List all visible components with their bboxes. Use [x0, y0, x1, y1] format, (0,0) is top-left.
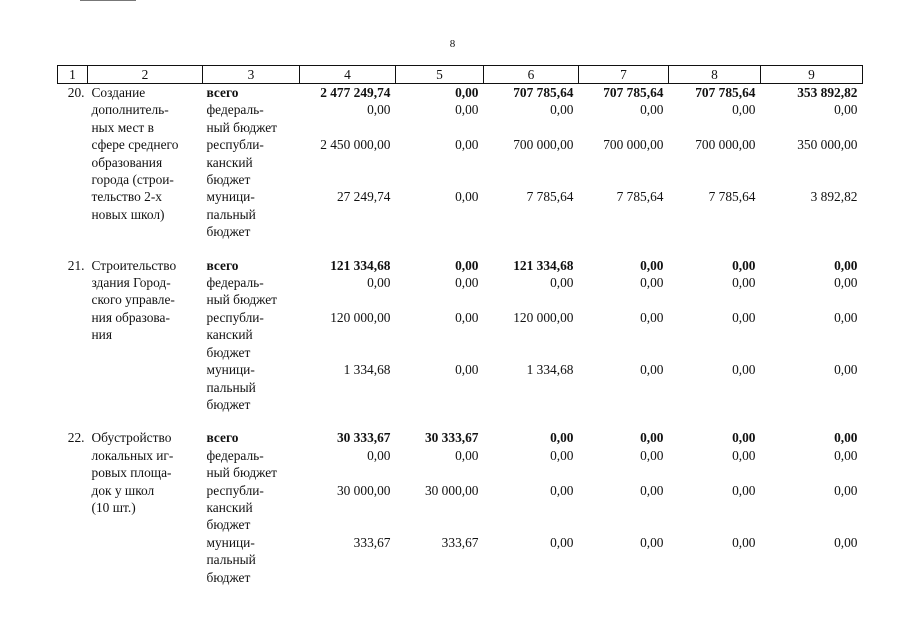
amount-cell: 0,00	[550, 102, 574, 118]
amount-cell: 30 333,67	[336, 430, 391, 446]
amount-cell: 1 334,68	[343, 362, 391, 378]
top-rule	[80, 0, 136, 1]
amount-cell: 2 477 249,74	[320, 85, 391, 100]
amount-cell: 0,00	[732, 362, 756, 378]
page-number: 8	[449, 38, 456, 50]
amount-cell: 0,00	[640, 534, 664, 550]
budget-table	[57, 65, 863, 586]
header-cell: 1	[58, 66, 88, 84]
amount-cell: 350 000,00	[797, 137, 858, 153]
header-cell: 3	[203, 66, 300, 84]
amount-cell: 30 333,67	[424, 430, 479, 446]
amount-cell: 30 000,00	[336, 482, 391, 498]
amount-cell: 2 450 000,00	[320, 137, 391, 153]
amount-cell: 7 785,64	[708, 189, 756, 205]
amount-cell: 0,00	[640, 447, 664, 463]
header-row	[58, 66, 863, 84]
amount-cell: 0,00	[455, 309, 479, 325]
amount-cell: 0,00	[455, 189, 479, 205]
amount-cell: 0,00	[834, 362, 858, 378]
amount-cell: 1 334,68	[526, 362, 574, 378]
amount-cell: 0,00	[732, 309, 756, 325]
amount-cell: 0,00	[834, 309, 858, 325]
amount-cell: 0,00	[455, 85, 479, 100]
funding-source: федераль- ный бюджет	[206, 447, 277, 481]
funding-source: федераль- ный бюджет	[206, 275, 277, 308]
header-cell: 5	[396, 66, 484, 84]
amount-cell: 700 000,00	[603, 137, 664, 153]
header-cell: 8	[669, 66, 761, 84]
item-name-text: Обустройство локальных иг- ровых площа- док у школ (10 шт.)	[91, 430, 174, 515]
table-row	[58, 84, 863, 102]
amount-cell: 707 785,64	[603, 85, 664, 100]
amount-cell: 0,00	[550, 482, 574, 498]
funding-source: всего	[206, 257, 239, 273]
amount-cell: 0,00	[550, 275, 574, 291]
amount-cell: 0,00	[834, 430, 858, 446]
item-name	[88, 84, 203, 241]
funding-source: муници- пальный бюджет	[206, 534, 256, 585]
amount-cell: 0,00	[834, 482, 858, 498]
table-row	[58, 257, 863, 274]
header-cell: 6	[484, 66, 579, 84]
header-cell: 7	[579, 66, 669, 84]
item-name	[88, 429, 203, 586]
amount-cell: 0,00	[640, 362, 664, 378]
amount-cell: 707 785,64	[695, 85, 756, 100]
amount-cell: 0,00	[455, 137, 479, 153]
row-spacer	[58, 413, 863, 429]
amount-cell: 0,00	[732, 430, 756, 446]
amount-cell: 7 785,64	[616, 189, 664, 205]
amount-cell: 3 892,82	[810, 189, 858, 205]
amount-cell: 0,00	[640, 482, 664, 498]
amount-cell: 0,00	[834, 447, 858, 463]
amount-cell: 0,00	[834, 257, 858, 273]
amount-cell: 120 000,00	[513, 309, 574, 325]
item-name-text: Строительство здания Город- ского управле- ния образова- ния	[91, 257, 177, 343]
amount-cell: 0,00	[455, 447, 479, 463]
amount-cell: 0,00	[455, 362, 479, 378]
item-number: 20.	[67, 85, 85, 100]
amount-cell: 0,00	[550, 430, 574, 446]
amount-cell: 0,00	[367, 275, 391, 291]
item-number: 21.	[67, 257, 85, 273]
funding-source: республи- канский бюджет	[206, 309, 264, 360]
amount-cell: 0,00	[550, 447, 574, 463]
amount-cell: 0,00	[640, 257, 664, 273]
amount-cell: 121 334,68	[513, 257, 574, 273]
funding-source: всего	[206, 85, 239, 100]
table-row	[58, 429, 863, 446]
amount-cell: 0,00	[732, 447, 756, 463]
amount-cell: 0,00	[732, 534, 756, 550]
table-body	[58, 84, 863, 586]
amount-cell: 0,00	[367, 447, 391, 463]
amount-cell: 333,67	[441, 534, 479, 550]
amount-cell: 30 000,00	[424, 482, 479, 498]
amount-cell: 0,00	[834, 102, 858, 118]
item-name	[88, 257, 203, 414]
amount-cell: 700 000,00	[695, 137, 756, 153]
amount-cell: 333,67	[353, 534, 391, 550]
amount-cell: 0,00	[834, 534, 858, 550]
amount-cell: 0,00	[834, 275, 858, 291]
amount-cell: 700 000,00	[513, 137, 574, 153]
funding-source: муници- пальный бюджет	[206, 362, 256, 412]
amount-cell: 121 334,68	[330, 257, 391, 273]
funding-source: всего	[206, 430, 239, 446]
amount-cell: 0,00	[367, 102, 391, 118]
amount-cell: 0,00	[732, 275, 756, 291]
funding-source: республи- канский бюджет	[206, 482, 264, 533]
item-number: 22.	[67, 430, 85, 446]
amount-cell: 0,00	[732, 257, 756, 273]
amount-cell: 0,00	[732, 102, 756, 118]
amount-cell: 0,00	[640, 275, 664, 291]
amount-cell: 0,00	[550, 534, 574, 550]
amount-cell: 353 892,82	[797, 85, 858, 100]
amount-cell: 7 785,64	[526, 189, 574, 205]
item-name-text: Создание дополнитель- ных мест в сфере среднего образования города (строи- тельство 2-х новых школ)	[91, 85, 179, 222]
amount-cell: 27 249,74	[336, 189, 391, 205]
amount-cell: 0,00	[640, 102, 664, 118]
amount-cell: 0,00	[732, 482, 756, 498]
funding-source: федераль- ный бюджет	[206, 102, 277, 135]
row-spacer	[58, 241, 863, 257]
amount-cell: 0,00	[640, 309, 664, 325]
funding-source: муници- пальный бюджет	[206, 189, 256, 240]
header-cell: 2	[88, 66, 203, 84]
header-cell: 4	[300, 66, 396, 84]
header-cell: 9	[761, 66, 863, 84]
amount-cell: 0,00	[455, 257, 479, 273]
amount-cell: 707 785,64	[513, 85, 574, 100]
amount-cell: 0,00	[640, 430, 664, 446]
amount-cell: 120 000,00	[330, 309, 391, 325]
funding-source: республи- канский бюджет	[206, 137, 264, 188]
amount-cell: 0,00	[455, 102, 479, 118]
amount-cell: 0,00	[455, 275, 479, 291]
